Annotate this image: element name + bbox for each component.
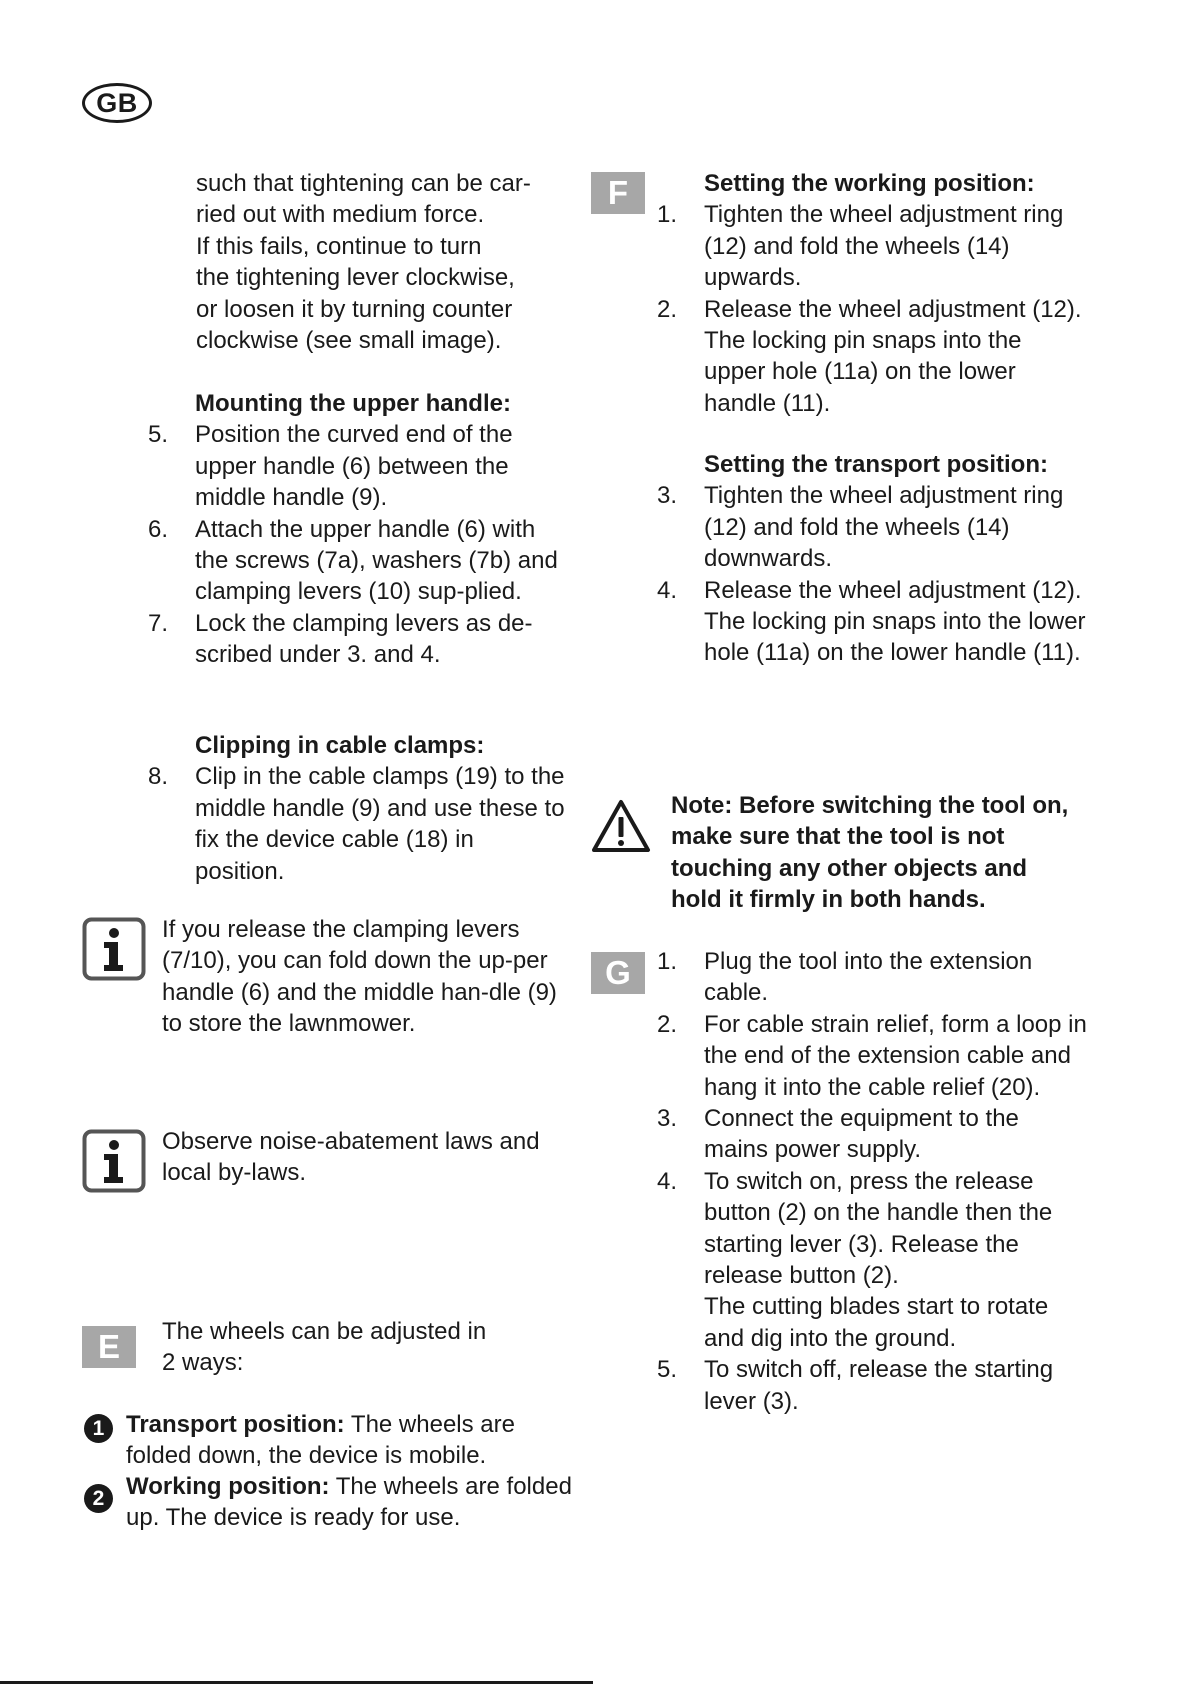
step-text: Lock the clamping levers as de-scribed under 3. and 4. [195, 609, 533, 669]
working-position-heading: Setting the working position: [704, 170, 1035, 197]
step-text: Tighten the wheel adjustment ring (12) and fold the wheels (14) downwards. [704, 482, 1064, 573]
step-text: Tighten the wheel adjustment ring (12) and fold the wheels (14) upwards. [704, 201, 1064, 292]
step-item [657, 1354, 1089, 1417]
working-position-steps [657, 199, 1089, 419]
step-text: Connect the equipment to the mains power supply. [704, 1105, 1019, 1164]
step-text: For cable strain relief, form a loop in the end of the extension cable and hang it into the cable relief (20). [704, 1010, 1087, 1101]
position-text: The wheels are folded up. The device is ready for use. [126, 1473, 572, 1532]
step-number: 7. [148, 609, 169, 637]
warning-text: Note: Before switching the tool on, make sure that the tool is not touching any other objects and hold it firmly in both hands. [671, 792, 1069, 914]
info-note-storage [162, 914, 572, 1040]
section-e-line: The wheels can be adjusted in [162, 1318, 487, 1345]
upper-handle-heading: Mounting the upper handle: [195, 390, 511, 417]
intro-line: ried out with medium force. [196, 201, 485, 229]
number-2-icon: 2 [84, 1484, 113, 1513]
intro-line: If this fails, continue to turn [196, 232, 482, 260]
step-text: Clip in the cable clamps (19) to the middle handle (9) and use these to fix the device cable (18) in position. [195, 763, 565, 885]
section-g-steps-block [657, 946, 1089, 1417]
number-1-icon: 1 [84, 1414, 113, 1443]
step-number: 3. [657, 482, 678, 510]
step-number: 5. [148, 421, 169, 449]
step-number: 5. [657, 1356, 678, 1384]
transport-position-heading: Setting the transport position: [704, 451, 1048, 478]
step-number: 8. [148, 763, 169, 791]
section-badge-g: G [591, 952, 645, 994]
step-item [148, 514, 568, 608]
step-item [657, 1009, 1089, 1103]
cable-clamps-steps [148, 761, 568, 887]
step-item [148, 608, 568, 671]
step-item [148, 419, 568, 513]
step-item [657, 1291, 1089, 1354]
step-item [657, 1103, 1089, 1166]
bottom-rule [0, 1681, 593, 1684]
intro-line: such that tightening can be car- [196, 170, 531, 197]
step-text: To switch off, release the starting lever (3). [704, 1356, 1054, 1415]
upper-handle-section [148, 388, 568, 671]
info-note-noise [162, 1126, 572, 1189]
cable-clamps-section [148, 730, 568, 887]
warning-icon [591, 798, 651, 854]
position-label: Transport position: [126, 1411, 345, 1438]
position-label: Working position: [126, 1473, 330, 1500]
step-number: 2. [657, 295, 678, 323]
step-text: Attach the upper handle (6) with the screws (7a), washers (7b) and clamping levers (10) sup-plied. [195, 515, 558, 606]
step-item [657, 1166, 1089, 1292]
step-item [657, 480, 1089, 574]
section-e-text [162, 1316, 572, 1379]
intro-text [196, 168, 576, 356]
transport-position-section [657, 449, 1089, 669]
step-number: 4. [657, 576, 678, 604]
step-number: 1. [657, 201, 678, 229]
step-text: Release the wheel adjustment (12). The locking pin snaps into the lower hole (11a) on the lower handle (11). [704, 576, 1086, 667]
info-text: Observe noise-abatement laws and local by-laws. [162, 1128, 540, 1187]
step-number: 6. [148, 515, 169, 543]
step-number: 2. [657, 1010, 678, 1038]
info-icon [82, 917, 146, 981]
section-e-line: 2 ways: [162, 1349, 244, 1377]
step-item [657, 575, 1089, 669]
step-number: 3. [657, 1105, 678, 1133]
step-text: Position the curved end of the upper handle (6) between the middle handle (9). [195, 421, 513, 512]
step-text: To switch on, press the release button (2) on the handle then the starting lever (3). Release the release button (2). [704, 1167, 1053, 1290]
intro-line: or loosen it by turning counter [196, 295, 513, 323]
step-item [148, 761, 568, 887]
section-g-steps [657, 946, 1089, 1417]
step-text: The cutting blades start to rotate and dig into the ground. [704, 1293, 1049, 1352]
section-badge-f: F [591, 172, 645, 214]
intro-line: the tightening lever clockwise, [196, 264, 515, 292]
step-item [657, 294, 1089, 420]
position-text: The wheels are folded down, the device is mobile. [126, 1411, 515, 1470]
step-text: Plug the tool into the extension cable. [704, 948, 1033, 1007]
language-badge: GB [82, 83, 152, 123]
working-position-section [657, 168, 1089, 419]
cable-clamps-heading: Clipping in cable clamps: [195, 732, 485, 759]
step-text: Release the wheel adjustment (12). The locking pin snaps into the upper hole (11a) on the lower handle (11). [704, 295, 1082, 417]
transport-position-item [126, 1409, 586, 1472]
intro-line: clockwise (see small image). [196, 327, 502, 355]
working-position-item [126, 1471, 586, 1534]
section-badge-e: E [82, 1326, 136, 1368]
upper-handle-steps [148, 419, 568, 670]
transport-position-steps [657, 480, 1089, 668]
info-text: If you release the clamping levers (7/10), you can fold down the up-per handle (6) and the middle han-dle (9) to store the lawnmower. [162, 916, 557, 1038]
step-number: 1. [657, 948, 678, 975]
step-item [657, 199, 1089, 293]
step-number: 4. [657, 1167, 678, 1195]
step-item [657, 946, 1089, 1009]
info-icon [82, 1129, 146, 1193]
